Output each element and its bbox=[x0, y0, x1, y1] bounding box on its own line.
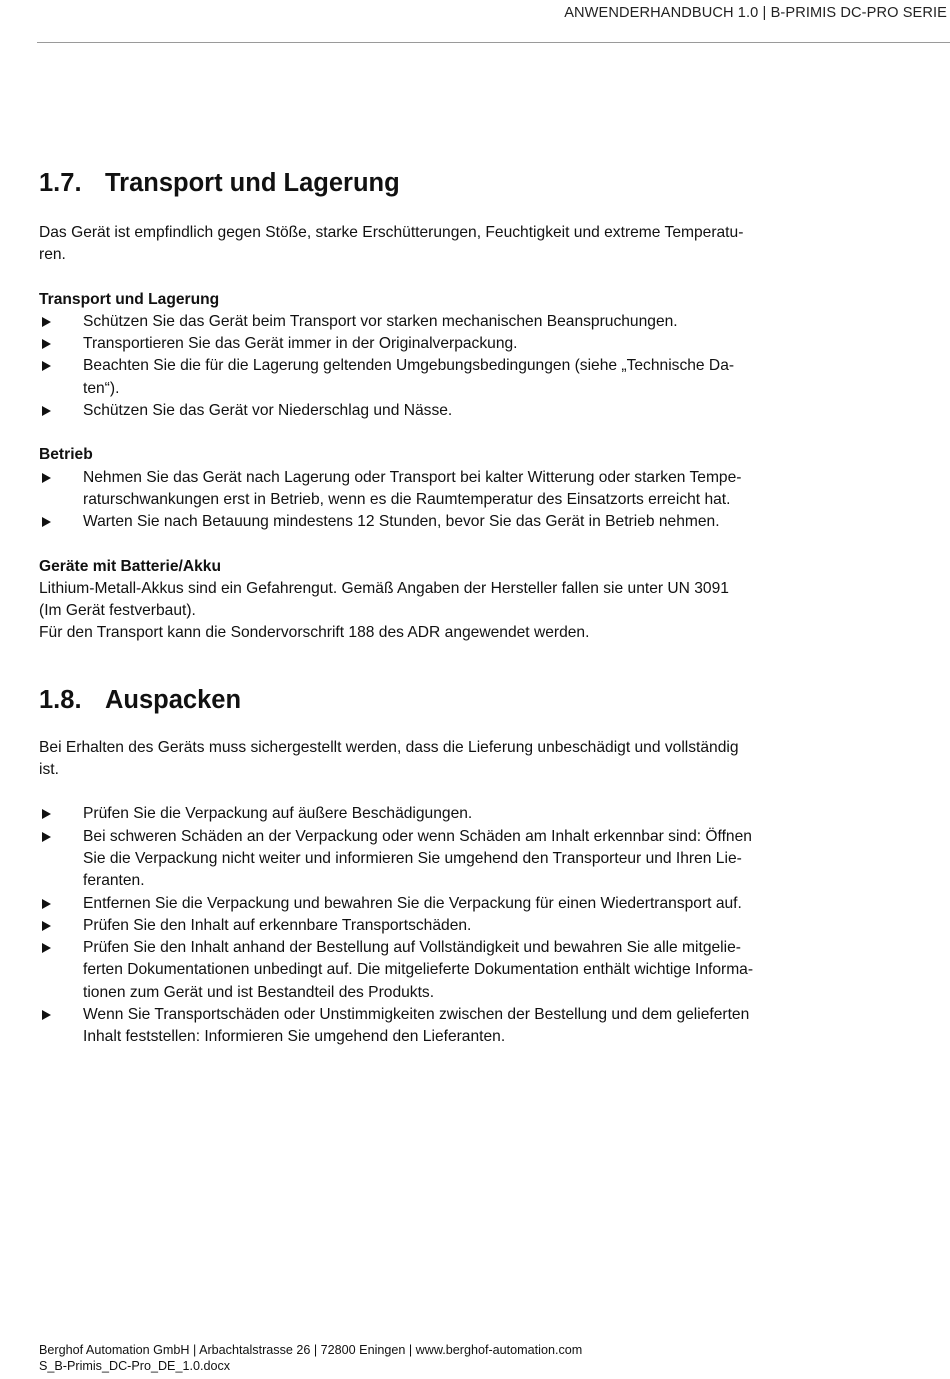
bullet-triangle-icon bbox=[42, 339, 51, 349]
list-item bbox=[39, 333, 799, 355]
text-line: Bei Erhalten des Geräts muss sichergestellt werden, dass die Lieferung unbeschädigt und vollständig bbox=[39, 738, 739, 756]
list-item bbox=[39, 400, 799, 422]
bullet-triangle-icon bbox=[42, 361, 51, 371]
section-title: Auspacken bbox=[105, 685, 242, 714]
text-line: Wenn Sie Transportschäden oder Unstimmigkeiten zwischen der Bestellung und dem gelieferten bbox=[83, 1006, 750, 1024]
bullet-triangle-icon bbox=[42, 899, 51, 909]
subheading-batterie: Geräte mit Batterie/Akku bbox=[39, 557, 221, 575]
footer-file-name: S_B-Primis_DC-Pro_DE_1.0.docx bbox=[39, 1359, 231, 1373]
bullet-triangle-icon bbox=[42, 406, 51, 416]
bullet-triangle-icon bbox=[42, 517, 51, 527]
subheading-transport: Transport und Lagerung bbox=[39, 290, 220, 308]
running-header: ANWENDERHANDBUCH 1.0 | B-PRIMIS DC-PRO SERIE bbox=[564, 5, 947, 21]
text-line: Schützen Sie das Gerät vor Niederschlag und Nässe. bbox=[83, 402, 453, 420]
page-content bbox=[39, 164, 799, 1049]
batterie-paragraph bbox=[39, 578, 799, 645]
text-line: Lithium-Metall-Akkus sind ein Gefahrengut. Gemäß Angaben der Hersteller fallen sie unter UN 3091 bbox=[39, 579, 729, 597]
list-item bbox=[39, 467, 799, 512]
bullet-list-betrieb bbox=[39, 467, 799, 534]
text-line: tionen zum Gerät und ist Bestandteil des Produkts. bbox=[83, 983, 435, 1001]
text-line: Schützen Sie das Gerät beim Transport vor starken mechanischen Beanspruchungen. bbox=[83, 312, 678, 330]
text-line: Transportieren Sie das Gerät immer in der Originalverpackung. bbox=[83, 335, 518, 353]
list-item bbox=[39, 937, 799, 1004]
bullet-triangle-icon bbox=[42, 943, 51, 953]
section-number: 1.7. bbox=[39, 169, 82, 197]
text-line: Inhalt feststellen: Informieren Sie umgehend den Lieferanten. bbox=[83, 1028, 506, 1046]
text-line: Sie die Verpackung nicht weiter und informieren Sie umgehend den Transporteur und Ihren Lie- bbox=[83, 849, 742, 867]
text-line: Entfernen Sie die Verpackung und bewahren Sie die Verpackung für einen Wiedertransport auf. bbox=[83, 894, 742, 912]
intro-paragraph bbox=[39, 737, 799, 782]
subheading-betrieb: Betrieb bbox=[39, 446, 93, 464]
text-line: Prüfen Sie die Verpackung auf äußere Beschädigungen. bbox=[83, 805, 473, 823]
bullet-triangle-icon bbox=[42, 809, 51, 819]
text-line: feranten. bbox=[83, 872, 145, 890]
section-title: Transport und Lagerung bbox=[105, 169, 400, 197]
text-line: ren. bbox=[39, 246, 66, 264]
text-line: Prüfen Sie den Inhalt anhand der Bestellung auf Vollständigkeit und bewahren Sie alle mitgelie- bbox=[83, 939, 741, 957]
text-line: ten“). bbox=[83, 379, 120, 397]
list-item bbox=[39, 826, 799, 893]
text-line: ist. bbox=[39, 761, 59, 779]
section-heading-1-8 bbox=[39, 681, 799, 719]
text-line: Für den Transport kann die Sondervorschrift 188 des ADR angewendet werden. bbox=[39, 624, 590, 642]
text-line: Beachten Sie die für die Lagerung geltenden Umgebungsbedingungen (siehe „Technische Da- bbox=[83, 357, 735, 375]
section-heading-1-7 bbox=[39, 164, 799, 202]
bullet-triangle-icon bbox=[42, 832, 51, 842]
text-line: Prüfen Sie den Inhalt auf erkennbare Transportschäden. bbox=[83, 916, 472, 934]
text-line: Warten Sie nach Betauung mindestens 12 Stunden, bevor Sie das Gerät in Betrieb nehmen. bbox=[83, 513, 720, 531]
list-item bbox=[39, 1004, 799, 1049]
bullet-triangle-icon bbox=[42, 921, 51, 931]
text-line: raturschwankungen erst in Betrieb, wenn es die Raumtemperatur des Einsatzorts erreicht hat. bbox=[83, 490, 731, 508]
bullet-triangle-icon bbox=[42, 317, 51, 327]
list-item bbox=[39, 311, 799, 333]
text-line: Nehmen Sie das Gerät nach Lagerung oder Transport bei kalter Witterung oder starken Tempe- bbox=[83, 468, 742, 486]
text-line: Bei schweren Schäden an der Verpackung oder wenn Schäden am Inhalt erkennbar sind: Öffnen bbox=[83, 827, 752, 845]
text-line: (Im Gerät festverbaut). bbox=[39, 602, 196, 620]
page-footer bbox=[39, 1342, 582, 1374]
list-item bbox=[39, 915, 799, 937]
footer-company-line: Berghof Automation GmbH | Arbachtalstrasse 26 | 72800 Eningen | www.berghof-automation.com bbox=[39, 1343, 583, 1357]
list-item bbox=[39, 355, 799, 400]
bullet-list-auspacken bbox=[39, 803, 799, 1048]
list-item bbox=[39, 803, 799, 825]
section-number: 1.8. bbox=[39, 685, 82, 714]
text-line: ferten Dokumentationen unbedingt auf. Die mitgelieferte Dokumentation enthält wichtige Informa- bbox=[83, 961, 754, 979]
intro-paragraph bbox=[39, 222, 799, 267]
bullet-list-transport bbox=[39, 311, 799, 422]
text-line: Das Gerät ist empfindlich gegen Stöße, starke Erschütterungen, Feuchtigkeit und extreme Temperatu- bbox=[39, 224, 744, 241]
list-item bbox=[39, 511, 799, 533]
header-divider bbox=[37, 42, 950, 43]
bullet-triangle-icon bbox=[42, 473, 51, 483]
bullet-triangle-icon bbox=[42, 1010, 51, 1020]
list-item bbox=[39, 893, 799, 915]
